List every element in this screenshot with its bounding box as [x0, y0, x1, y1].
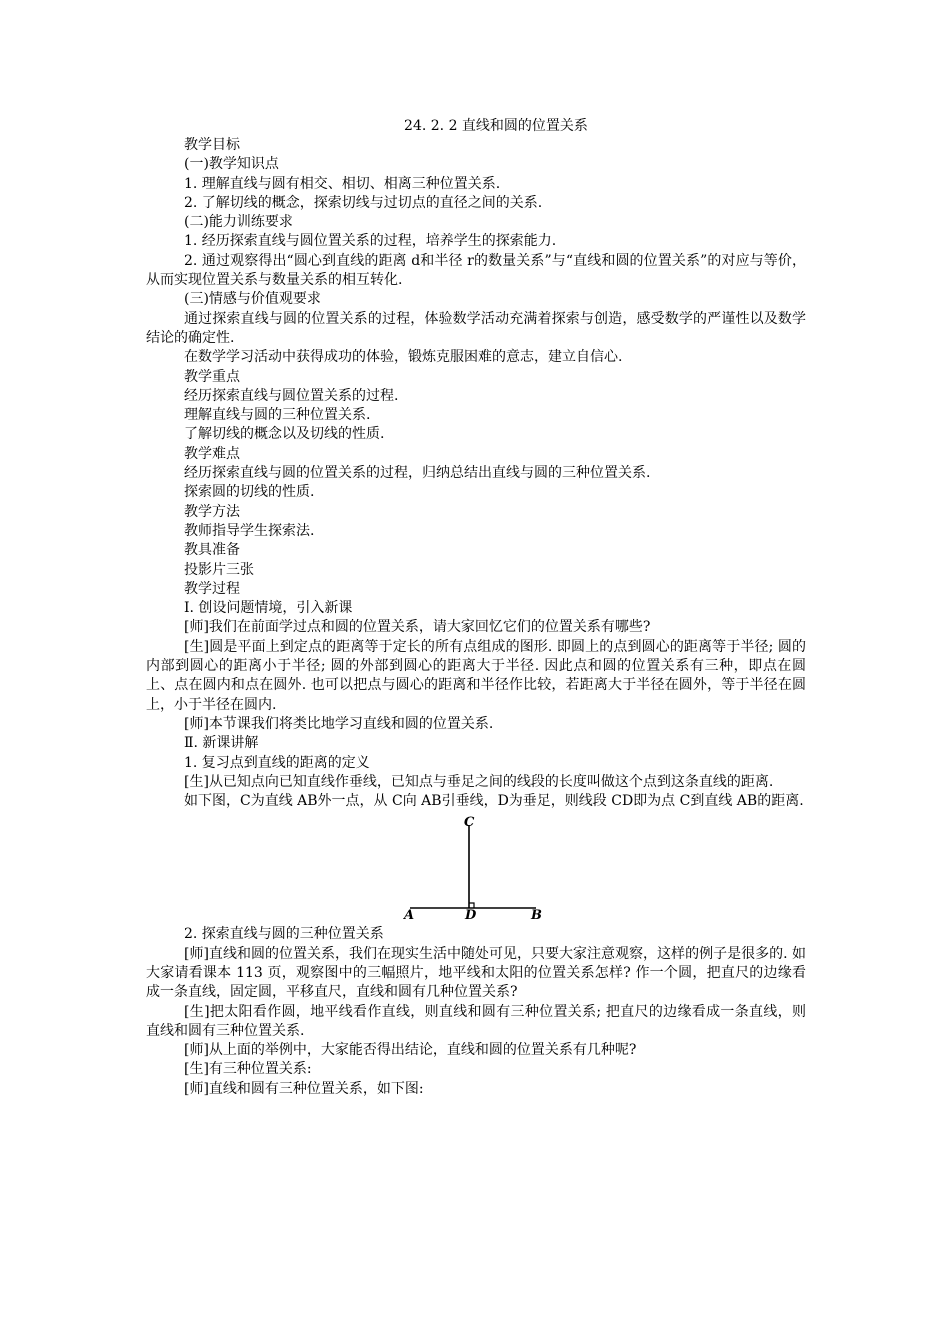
student-line-4: [生]有三种位置关系:: [184, 1061, 312, 1078]
key-point-1: 经历探索直线与圆位置关系的过程.: [184, 387, 399, 404]
heading-difficulties: 教学难点: [184, 445, 240, 462]
key-point-3: 了解切线的概念以及切线的性质.: [184, 426, 385, 443]
heading-teaching-goals: 教学目标: [184, 137, 240, 153]
subsection-1-heading: 1. 复习点到直线的距离的定义: [184, 754, 370, 771]
document-title: 24. 2. 2 直线和圆的位置关系: [404, 118, 588, 134]
label-b: B: [531, 908, 542, 924]
goal-item-2: 2. 了解切线的概念，探索切线与过切点的直径之间的关系.: [184, 194, 543, 211]
subheading-emotion: (三)情感与价值观要求: [184, 291, 321, 308]
tools-text: 投影片三张: [184, 561, 254, 578]
student-paragraph-1: [生]圆是平面上到定点的距离等于定长的所有点组成的图形. 即圆上的点到圆心的距离等于半径; 圆的内部到圆心的距离小于半径; 圆的外部到圆心的距离大于半径. 因此点和圆的位置关系有三种，即点在圆上、点在圆内和点在圆外. 也可以把点与圆心的距离和半径作比较，若距离大于半径在圆外，等于半径在圆上，小于半径在圆内.: [146, 638, 806, 713]
subsection-2-heading: 2. 探索直线与圆的三种位置关系: [184, 926, 384, 943]
teacher-line-3: [师]从上面的举例中，大家能否得出结论，直线和圆的位置关系有几种呢?: [184, 1042, 637, 1059]
figure-description: 如下图，C为直线 AB外一点，从 C向 AB引垂线，D为垂足，则线段 CD即为点 C到直线 AB的距离.: [184, 793, 804, 810]
goal-item-1: 1. 理解直线与圆有相交、相切、相离三种位置关系.: [184, 175, 501, 192]
label-d: D: [465, 908, 477, 924]
emotion-paragraph: 通过探索直线与圆的位置关系的过程，体验数学活动充满着探索与创造，感受数学的严谨性以及数学结论的确定性.: [146, 310, 806, 346]
label-c: C: [464, 815, 475, 831]
heading-process: 教学过程: [184, 580, 240, 597]
difficulty-2: 探索圆的切线的性质.: [184, 484, 315, 501]
student-paragraph-3: [生]把太阳看作圆，地平线看作直线，则直线和圆有三种位置关系; 把直尺的边缘看成一条直线，则直线和圆有三种位置关系.: [146, 1003, 806, 1039]
subheading-ability: (二)能力训练要求: [184, 214, 293, 231]
ability-item-1: 1. 经历探索直线与圆位置关系的过程，培养学生的探索能力.: [184, 233, 557, 250]
ability-item-2: 2. 通过观察得出“圆心到直线的距离 d和半径 r的数量关系”与“直线和圆的位置关系”的对应与等价，从而实现位置关系与数量关系的相互转化.: [146, 252, 806, 289]
heading-method: 教学方法: [184, 503, 240, 520]
section-1-heading: Ⅰ. 创设问题情境，引入新课: [184, 600, 353, 617]
teacher-line-4: [师]直线和圆有三种位置关系，如下图:: [184, 1080, 424, 1097]
method-text: 教师指导学生探索法.: [184, 522, 315, 539]
subheading-knowledge: (一)教学知识点: [184, 156, 279, 173]
perpendicular-figure: [146, 813, 806, 925]
key-point-2: 理解直线与圆的三种位置关系.: [184, 407, 371, 424]
heading-key-points: 教学重点: [184, 368, 240, 385]
section-2-heading: Ⅱ. 新课讲解: [184, 735, 259, 752]
teacher-paragraph-2: [师]直线和圆的位置关系，我们在现实生活中随处可见，只要大家注意观察，这样的例子是很多的. 如大家请看课本 113 页，观察图中的三幅照片，地平线和太阳的位置关系怎样? 作一个圆，把直尺的边缘看成一条直线，固定圆，平移直尺，直线和圆有几种位置关系?: [146, 945, 806, 1001]
difficulty-1: 经历探索直线与圆的位置关系的过程，归纳总结出直线与圆的三种位置关系.: [184, 465, 651, 482]
teacher-line-1: [师]我们在前面学过点和圆的位置关系，请大家回忆它们的位置关系有哪些?: [184, 619, 651, 636]
teacher-line-2: [师]本节课我们将类比地学习直线和圆的位置关系.: [184, 715, 494, 732]
emotion-line-2: 在数学学习活动中获得成功的体验，锻炼克服困难的意志，建立自信心.: [184, 349, 623, 366]
document-page: [146, 116, 806, 1099]
student-paragraph-2: [生]从已知点向已知直线作垂线，已知点与垂足之间的线段的长度叫做这个点到这条直线的距离.: [184, 773, 774, 790]
label-a: A: [404, 908, 415, 924]
heading-tools: 教具准备: [184, 542, 240, 559]
